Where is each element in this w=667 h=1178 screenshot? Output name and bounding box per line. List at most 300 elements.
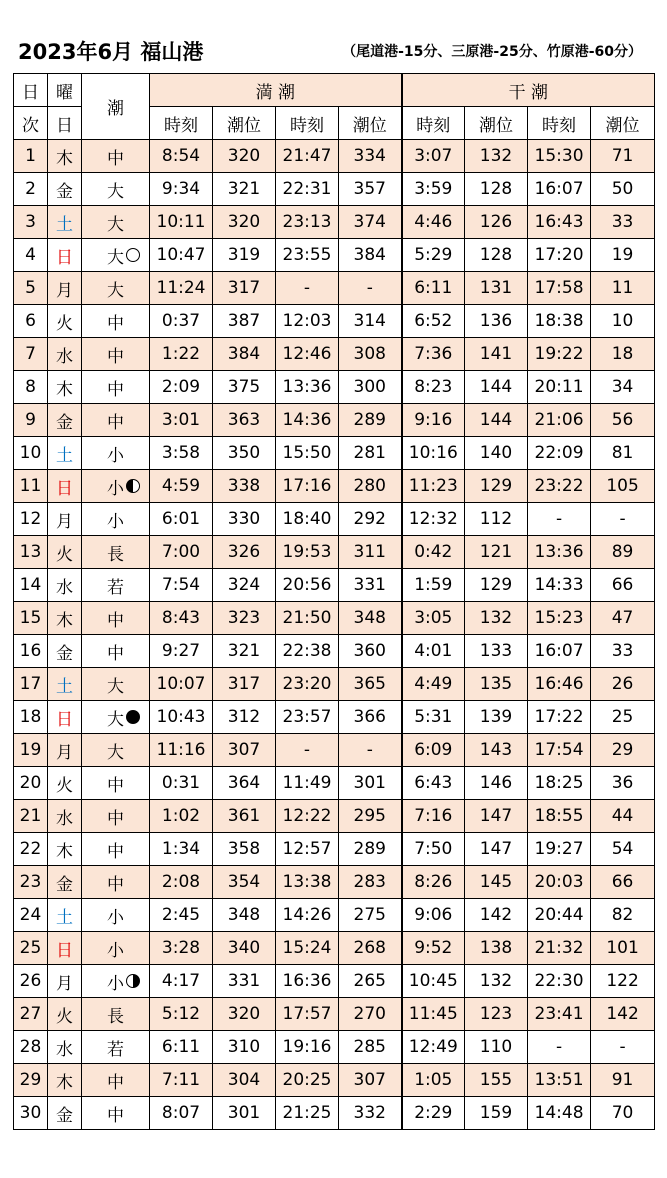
day-cell: 13 xyxy=(14,536,48,569)
header-day-bottom: 次 xyxy=(14,107,48,140)
low-time-1-cell: 5:29 xyxy=(402,239,465,272)
table-row xyxy=(14,470,655,503)
low-time-2-cell: 23:22 xyxy=(528,470,591,503)
tide-type-cell xyxy=(82,701,150,734)
low-level-2-cell: 33 xyxy=(591,206,655,239)
low-time-2-cell: 19:22 xyxy=(528,338,591,371)
low-time-2-cell: 14:33 xyxy=(528,569,591,602)
low-level-2-cell: 70 xyxy=(591,1097,655,1130)
low-level-1-cell: 141 xyxy=(465,338,528,371)
header-low-level-1: 潮位 xyxy=(465,107,528,140)
day-cell: 16 xyxy=(14,635,48,668)
tide-type-label: 中 xyxy=(107,412,124,433)
low-level-2-cell: 101 xyxy=(591,932,655,965)
low-level-2-cell: 71 xyxy=(591,140,655,173)
tide-type-cell xyxy=(82,800,150,833)
high-level-2-cell: - xyxy=(339,272,402,305)
low-time-1-cell: 4:01 xyxy=(402,635,465,668)
low-level-1-cell: 147 xyxy=(465,833,528,866)
header-high-time-1: 時刻 xyxy=(150,107,213,140)
tide-type-cell xyxy=(82,272,150,305)
low-time-1-cell: 0:42 xyxy=(402,536,465,569)
high-level-2-cell: 332 xyxy=(339,1097,402,1130)
high-time-2-cell: 14:26 xyxy=(276,899,339,932)
low-level-1-cell: 146 xyxy=(465,767,528,800)
tide-type-label: 中 xyxy=(107,808,124,829)
low-level-2-cell: 18 xyxy=(591,338,655,371)
header-weekday-top: 曜 xyxy=(48,74,82,107)
day-cell: 20 xyxy=(14,767,48,800)
high-time-2-cell: 22:38 xyxy=(276,635,339,668)
tide-type-label: 大 xyxy=(107,247,124,268)
high-level-1-cell: 321 xyxy=(213,173,276,206)
tide-type-cell xyxy=(82,173,150,206)
weekday-cell: 金 xyxy=(48,635,82,668)
high-level-2-cell: 311 xyxy=(339,536,402,569)
high-time-2-cell: 14:36 xyxy=(276,404,339,437)
weekday-cell: 水 xyxy=(48,338,82,371)
high-level-2-cell: 268 xyxy=(339,932,402,965)
high-level-2-cell: 314 xyxy=(339,305,402,338)
low-level-1-cell: 132 xyxy=(465,965,528,998)
high-level-2-cell: 295 xyxy=(339,800,402,833)
high-level-2-cell: 307 xyxy=(339,1064,402,1097)
high-level-1-cell: 354 xyxy=(213,866,276,899)
high-time-1-cell: 2:45 xyxy=(150,899,213,932)
high-level-1-cell: 358 xyxy=(213,833,276,866)
high-time-2-cell: 21:25 xyxy=(276,1097,339,1130)
low-level-1-cell: 144 xyxy=(465,404,528,437)
table-row xyxy=(14,767,655,800)
high-level-2-cell: 365 xyxy=(339,668,402,701)
high-time-1-cell: 11:24 xyxy=(150,272,213,305)
tide-type-label: 小 xyxy=(107,973,124,994)
tide-type-cell xyxy=(82,536,150,569)
high-level-2-cell: 308 xyxy=(339,338,402,371)
high-level-1-cell: 307 xyxy=(213,734,276,767)
day-cell: 25 xyxy=(14,932,48,965)
table-row xyxy=(14,1031,655,1064)
weekday-cell: 水 xyxy=(48,1031,82,1064)
low-time-1-cell: 3:59 xyxy=(402,173,465,206)
high-level-1-cell: 310 xyxy=(213,1031,276,1064)
low-level-1-cell: 121 xyxy=(465,536,528,569)
high-level-1-cell: 338 xyxy=(213,470,276,503)
low-level-2-cell: 33 xyxy=(591,635,655,668)
low-level-1-cell: 145 xyxy=(465,866,528,899)
low-level-1-cell: 131 xyxy=(465,272,528,305)
low-time-2-cell: 17:54 xyxy=(528,734,591,767)
high-time-1-cell: 7:54 xyxy=(150,569,213,602)
low-level-2-cell: 89 xyxy=(591,536,655,569)
high-time-1-cell: 10:07 xyxy=(150,668,213,701)
day-cell: 24 xyxy=(14,899,48,932)
day-cell: 28 xyxy=(14,1031,48,1064)
low-time-2-cell: 16:43 xyxy=(528,206,591,239)
high-time-1-cell: 4:59 xyxy=(150,470,213,503)
weekday-cell: 水 xyxy=(48,800,82,833)
high-time-2-cell: 15:50 xyxy=(276,437,339,470)
tide-type-cell xyxy=(82,437,150,470)
low-time-2-cell: 18:38 xyxy=(528,305,591,338)
weekday-cell: 日 xyxy=(48,239,82,272)
high-level-1-cell: 324 xyxy=(213,569,276,602)
high-level-1-cell: 375 xyxy=(213,371,276,404)
low-time-2-cell: 16:46 xyxy=(528,668,591,701)
low-time-1-cell: 3:05 xyxy=(402,602,465,635)
low-time-1-cell: 2:29 xyxy=(402,1097,465,1130)
low-level-1-cell: 133 xyxy=(465,635,528,668)
high-level-1-cell: 348 xyxy=(213,899,276,932)
tide-type-cell xyxy=(82,470,150,503)
day-cell: 9 xyxy=(14,404,48,437)
low-time-2-cell: 18:55 xyxy=(528,800,591,833)
high-time-1-cell: 1:22 xyxy=(150,338,213,371)
tide-type-cell xyxy=(82,140,150,173)
tide-type-label: 中 xyxy=(107,841,124,862)
tide-type-label: 中 xyxy=(107,1072,124,1093)
table-row xyxy=(14,371,655,404)
high-level-2-cell: 384 xyxy=(339,239,402,272)
tide-type-cell xyxy=(82,932,150,965)
table-row xyxy=(14,536,655,569)
low-level-2-cell: 66 xyxy=(591,866,655,899)
low-level-2-cell: 56 xyxy=(591,404,655,437)
weekday-cell: 土 xyxy=(48,668,82,701)
high-level-2-cell: 366 xyxy=(339,701,402,734)
high-level-1-cell: 320 xyxy=(213,998,276,1031)
low-level-1-cell: 140 xyxy=(465,437,528,470)
low-time-1-cell: 12:49 xyxy=(402,1031,465,1064)
last-moon-icon xyxy=(126,479,140,493)
first-moon-icon xyxy=(126,974,140,988)
high-level-2-cell: 292 xyxy=(339,503,402,536)
low-time-1-cell: 9:16 xyxy=(402,404,465,437)
weekday-cell: 月 xyxy=(48,965,82,998)
weekday-cell: 月 xyxy=(48,503,82,536)
high-level-2-cell: 265 xyxy=(339,965,402,998)
high-level-1-cell: 326 xyxy=(213,536,276,569)
high-level-2-cell: 289 xyxy=(339,404,402,437)
header-high-time-2: 時刻 xyxy=(276,107,339,140)
high-time-1-cell: 0:37 xyxy=(150,305,213,338)
low-time-2-cell: 21:06 xyxy=(528,404,591,437)
high-time-2-cell: - xyxy=(276,734,339,767)
weekday-cell: 火 xyxy=(48,305,82,338)
low-time-1-cell: 9:52 xyxy=(402,932,465,965)
high-time-2-cell: 16:36 xyxy=(276,965,339,998)
low-time-2-cell: 16:07 xyxy=(528,635,591,668)
day-cell: 6 xyxy=(14,305,48,338)
low-time-1-cell: 1:05 xyxy=(402,1064,465,1097)
table-header xyxy=(14,74,655,140)
weekday-cell: 日 xyxy=(48,470,82,503)
low-level-1-cell: 155 xyxy=(465,1064,528,1097)
tide-type-label: 大 xyxy=(107,709,124,730)
weekday-cell: 土 xyxy=(48,899,82,932)
table-row xyxy=(14,239,655,272)
high-level-1-cell: 317 xyxy=(213,272,276,305)
day-cell: 21 xyxy=(14,800,48,833)
tide-type-label: 大 xyxy=(107,181,124,202)
tide-type-label: 小 xyxy=(107,907,124,928)
high-level-1-cell: 364 xyxy=(213,767,276,800)
high-time-2-cell: 23:55 xyxy=(276,239,339,272)
high-time-2-cell: 23:20 xyxy=(276,668,339,701)
high-time-1-cell: 9:27 xyxy=(150,635,213,668)
high-level-2-cell: 301 xyxy=(339,767,402,800)
day-cell: 30 xyxy=(14,1097,48,1130)
low-time-2-cell: 13:36 xyxy=(528,536,591,569)
tide-type-cell xyxy=(82,767,150,800)
high-level-2-cell: 289 xyxy=(339,833,402,866)
weekday-cell: 火 xyxy=(48,536,82,569)
low-time-1-cell: 12:32 xyxy=(402,503,465,536)
day-cell: 22 xyxy=(14,833,48,866)
tide-type-cell xyxy=(82,338,150,371)
high-time-2-cell: 21:50 xyxy=(276,602,339,635)
tide-type-cell xyxy=(82,371,150,404)
table-row xyxy=(14,338,655,371)
low-level-2-cell: 26 xyxy=(591,668,655,701)
high-level-1-cell: 350 xyxy=(213,437,276,470)
high-level-2-cell: 275 xyxy=(339,899,402,932)
weekday-cell: 土 xyxy=(48,206,82,239)
high-time-2-cell: 23:57 xyxy=(276,701,339,734)
header-high-level-1: 潮位 xyxy=(213,107,276,140)
low-time-2-cell: - xyxy=(528,1031,591,1064)
tide-type-cell xyxy=(82,899,150,932)
high-time-2-cell: 19:53 xyxy=(276,536,339,569)
table-row xyxy=(14,734,655,767)
tide-type-cell xyxy=(82,965,150,998)
low-time-1-cell: 7:16 xyxy=(402,800,465,833)
tide-type-label: 中 xyxy=(107,874,124,895)
table-row xyxy=(14,668,655,701)
tide-type-cell xyxy=(82,305,150,338)
low-time-2-cell: 16:07 xyxy=(528,173,591,206)
low-time-1-cell: 6:11 xyxy=(402,272,465,305)
high-level-1-cell: 330 xyxy=(213,503,276,536)
day-cell: 1 xyxy=(14,140,48,173)
low-level-1-cell: 112 xyxy=(465,503,528,536)
table-row xyxy=(14,272,655,305)
table-row xyxy=(14,701,655,734)
low-time-1-cell: 5:31 xyxy=(402,701,465,734)
high-time-2-cell: 20:25 xyxy=(276,1064,339,1097)
weekday-cell: 木 xyxy=(48,1064,82,1097)
low-time-2-cell: 17:22 xyxy=(528,701,591,734)
low-level-1-cell: 110 xyxy=(465,1031,528,1064)
weekday-cell: 月 xyxy=(48,734,82,767)
high-time-1-cell: 0:31 xyxy=(150,767,213,800)
table-row xyxy=(14,1097,655,1130)
high-time-1-cell: 10:43 xyxy=(150,701,213,734)
day-cell: 5 xyxy=(14,272,48,305)
low-time-1-cell: 10:16 xyxy=(402,437,465,470)
table-row xyxy=(14,635,655,668)
high-time-2-cell: 23:13 xyxy=(276,206,339,239)
day-cell: 10 xyxy=(14,437,48,470)
low-time-2-cell: 13:51 xyxy=(528,1064,591,1097)
tide-type-cell xyxy=(82,602,150,635)
low-level-2-cell: 82 xyxy=(591,899,655,932)
high-time-2-cell: 17:57 xyxy=(276,998,339,1031)
weekday-cell: 金 xyxy=(48,173,82,206)
high-level-2-cell: 334 xyxy=(339,140,402,173)
tide-type-cell xyxy=(82,1031,150,1064)
high-time-1-cell: 3:28 xyxy=(150,932,213,965)
high-level-1-cell: 301 xyxy=(213,1097,276,1130)
high-time-1-cell: 3:58 xyxy=(150,437,213,470)
low-time-1-cell: 7:50 xyxy=(402,833,465,866)
high-time-1-cell: 9:34 xyxy=(150,173,213,206)
day-cell: 29 xyxy=(14,1064,48,1097)
high-level-2-cell: 331 xyxy=(339,569,402,602)
high-level-1-cell: 320 xyxy=(213,140,276,173)
low-level-2-cell: 10 xyxy=(591,305,655,338)
table-row xyxy=(14,932,655,965)
tide-type-label: 長 xyxy=(107,544,124,565)
tide-type-cell xyxy=(82,239,150,272)
high-level-2-cell: 360 xyxy=(339,635,402,668)
weekday-cell: 木 xyxy=(48,140,82,173)
tide-type-label: 小 xyxy=(107,940,124,961)
low-time-2-cell: 23:41 xyxy=(528,998,591,1031)
low-level-1-cell: 126 xyxy=(465,206,528,239)
day-cell: 3 xyxy=(14,206,48,239)
high-level-1-cell: 304 xyxy=(213,1064,276,1097)
table-row xyxy=(14,833,655,866)
day-cell: 7 xyxy=(14,338,48,371)
tide-table xyxy=(13,73,655,1130)
high-level-1-cell: 363 xyxy=(213,404,276,437)
tide-type-label: 中 xyxy=(107,346,124,367)
low-time-2-cell: 22:09 xyxy=(528,437,591,470)
tide-type-cell xyxy=(82,503,150,536)
day-cell: 4 xyxy=(14,239,48,272)
tide-type-label: 若 xyxy=(107,577,124,598)
tide-type-label: 大 xyxy=(107,214,124,235)
low-level-1-cell: 139 xyxy=(465,701,528,734)
low-time-2-cell: 21:32 xyxy=(528,932,591,965)
weekday-cell: 水 xyxy=(48,569,82,602)
table-row xyxy=(14,899,655,932)
high-time-1-cell: 6:01 xyxy=(150,503,213,536)
high-level-1-cell: 319 xyxy=(213,239,276,272)
low-time-1-cell: 3:07 xyxy=(402,140,465,173)
low-time-1-cell: 4:46 xyxy=(402,206,465,239)
high-time-1-cell: 5:12 xyxy=(150,998,213,1031)
low-level-2-cell: 36 xyxy=(591,767,655,800)
high-time-1-cell: 8:43 xyxy=(150,602,213,635)
high-time-2-cell: 15:24 xyxy=(276,932,339,965)
high-time-1-cell: 10:47 xyxy=(150,239,213,272)
low-time-2-cell: 20:11 xyxy=(528,371,591,404)
tide-type-label: 中 xyxy=(107,610,124,631)
low-level-2-cell: 19 xyxy=(591,239,655,272)
new-moon-icon xyxy=(126,248,140,262)
high-time-2-cell: 17:16 xyxy=(276,470,339,503)
weekday-cell: 火 xyxy=(48,998,82,1031)
low-level-2-cell: 25 xyxy=(591,701,655,734)
table-row xyxy=(14,998,655,1031)
tide-type-label: 中 xyxy=(107,775,124,796)
high-time-2-cell: - xyxy=(276,272,339,305)
low-level-1-cell: 138 xyxy=(465,932,528,965)
title-row xyxy=(18,36,648,66)
low-level-2-cell: 44 xyxy=(591,800,655,833)
table-row xyxy=(14,569,655,602)
low-level-2-cell: 29 xyxy=(591,734,655,767)
low-level-1-cell: 159 xyxy=(465,1097,528,1130)
high-level-2-cell: 300 xyxy=(339,371,402,404)
low-time-2-cell: 20:44 xyxy=(528,899,591,932)
high-time-1-cell: 11:16 xyxy=(150,734,213,767)
high-level-2-cell: 283 xyxy=(339,866,402,899)
tide-type-label: 小 xyxy=(107,511,124,532)
low-level-2-cell: - xyxy=(591,1031,655,1064)
tide-type-label: 長 xyxy=(107,1006,124,1027)
high-level-1-cell: 361 xyxy=(213,800,276,833)
low-level-1-cell: 142 xyxy=(465,899,528,932)
weekday-cell: 月 xyxy=(48,272,82,305)
low-time-2-cell: - xyxy=(528,503,591,536)
page-title: 2023年6月 福山港 xyxy=(18,40,204,64)
weekday-cell: 金 xyxy=(48,404,82,437)
high-level-1-cell: 320 xyxy=(213,206,276,239)
high-level-2-cell: - xyxy=(339,734,402,767)
high-time-1-cell: 8:54 xyxy=(150,140,213,173)
table-body xyxy=(14,140,655,1130)
high-level-1-cell: 317 xyxy=(213,668,276,701)
tide-type-label: 中 xyxy=(107,313,124,334)
low-time-1-cell: 11:23 xyxy=(402,470,465,503)
day-cell: 17 xyxy=(14,668,48,701)
low-level-1-cell: 135 xyxy=(465,668,528,701)
high-level-1-cell: 384 xyxy=(213,338,276,371)
high-time-1-cell: 10:11 xyxy=(150,206,213,239)
header-low-level-2: 潮位 xyxy=(591,107,655,140)
low-time-2-cell: 19:27 xyxy=(528,833,591,866)
high-time-1-cell: 2:08 xyxy=(150,866,213,899)
weekday-cell: 金 xyxy=(48,866,82,899)
day-cell: 15 xyxy=(14,602,48,635)
table-row xyxy=(14,206,655,239)
low-time-2-cell: 15:23 xyxy=(528,602,591,635)
table-row xyxy=(14,437,655,470)
low-time-1-cell: 1:59 xyxy=(402,569,465,602)
day-cell: 27 xyxy=(14,998,48,1031)
high-level-2-cell: 270 xyxy=(339,998,402,1031)
header-low-time-2: 時刻 xyxy=(528,107,591,140)
high-time-2-cell: 19:16 xyxy=(276,1031,339,1064)
day-cell: 23 xyxy=(14,866,48,899)
tide-type-cell xyxy=(82,833,150,866)
high-level-1-cell: 321 xyxy=(213,635,276,668)
high-level-1-cell: 323 xyxy=(213,602,276,635)
table-row xyxy=(14,305,655,338)
high-time-1-cell: 4:17 xyxy=(150,965,213,998)
tide-type-label: 小 xyxy=(107,445,124,466)
high-time-2-cell: 12:22 xyxy=(276,800,339,833)
low-level-1-cell: 132 xyxy=(465,602,528,635)
table-row xyxy=(14,866,655,899)
tide-type-cell xyxy=(82,1064,150,1097)
low-time-2-cell: 14:48 xyxy=(528,1097,591,1130)
high-level-2-cell: 357 xyxy=(339,173,402,206)
low-level-2-cell: 105 xyxy=(591,470,655,503)
